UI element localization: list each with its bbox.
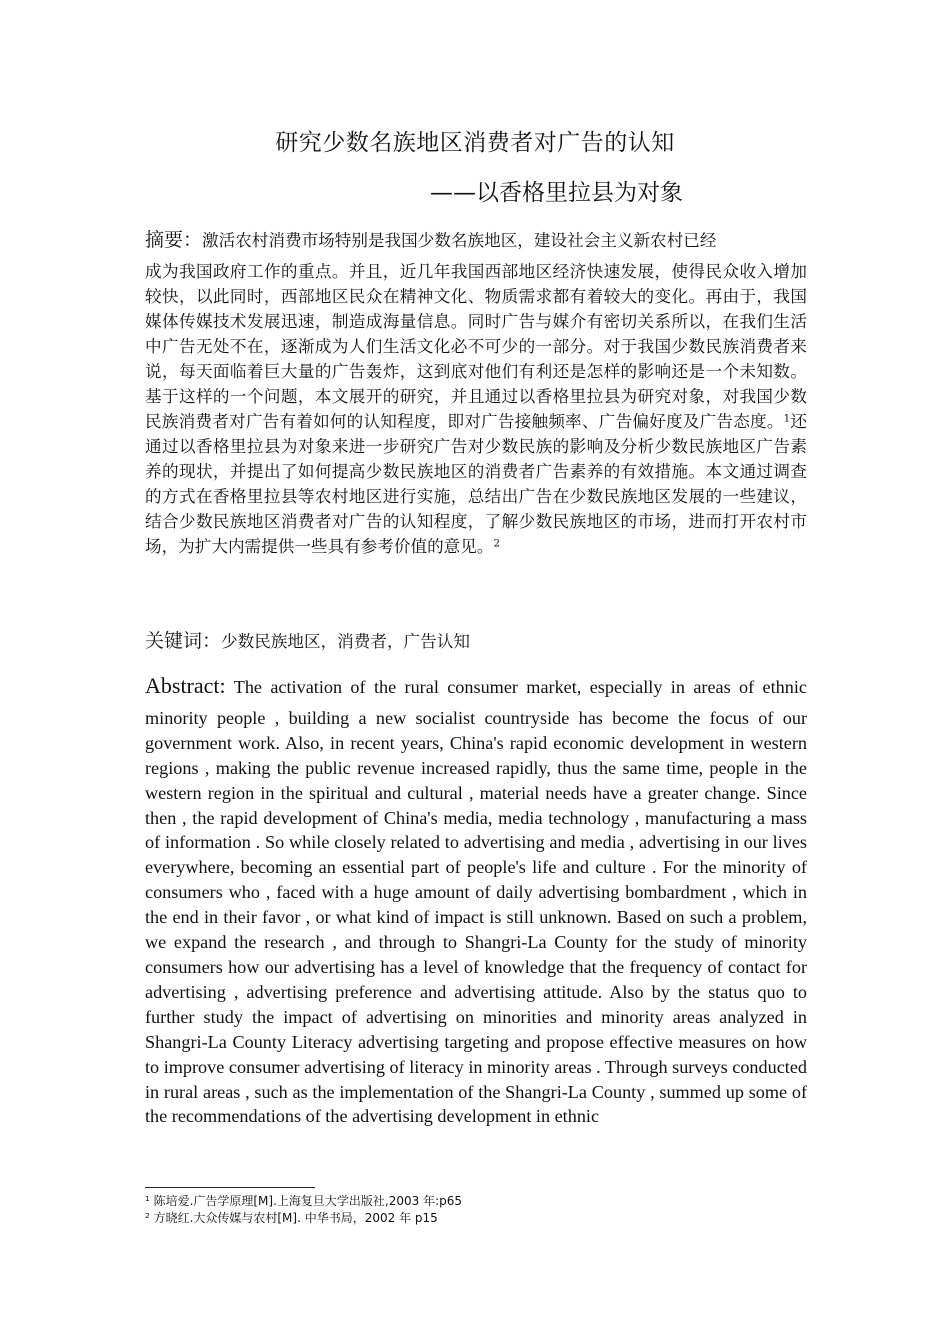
footnote-1	[145, 1193, 807, 1210]
paper-title: 研究少数名族地区消费者对广告的认知	[275, 130, 675, 156]
footnote-1-mark: 1	[145, 1193, 150, 1203]
footnote-separator	[145, 1187, 315, 1188]
footnote-ref-1[interactable]: 1	[783, 412, 791, 425]
keywords-label: 关键词：	[145, 630, 222, 652]
keywords	[145, 626, 807, 653]
footnotes	[145, 1193, 807, 1227]
abstract-chinese-body-2: 还通过以香格里拉县为对象来进一步研究广告对少数民族的影响及分析少数民族地区广告素养的现状，并提出了如何提高少数民族地区的消费者广告素养的有效措施。本文通过调查的方式在香格里拉县等农村地区进行实施，总结出广告在少数民族地区发展的一些建议，结合少数民族地区消费者对广告的认知程度，了解少数民族地区的市场，进而打开农村市场，为扩大内需提供一些具有参考价值的意见。	[145, 412, 808, 556]
abstract-english-body: minority people , building a new socialist countryside has become the focus of our government work. Also, in recent years, China's rapid economic development in western regions , making the public revenue increased rapidly, thus the same time, people in the western region in the spiritual and cultural , material needs have a greater change. Since then , the rapid development of China's media, media technology , manufacturing a mass of information . So while closely related to advertising and media , advertising in our lives everywhere, becoming an essential part of people's life and culture . For the minority of consumers who , faced with a huge amount of daily advertising bombardment , which in the end in their favor , or what kind of impact is still unknown. Based on such a problem, we expand the research , and through to Shangri-La County for the study of minority consumers how our advertising has a level of knowledge that the frequency of contact for advertising , advertising preference and advertising attitude. Also by the status quo to further study the impact of advertising on minorities and minority areas analyzed in Shangri-La County Literacy advertising targeting and propose effective measures on how to improve consumer advertising of literacy in minority areas . Through surveys conducted in rural areas , such as the implementation of the Shangri-La County , summed up some of the recommendations of the advertising development in ethnic	[145, 707, 807, 1127]
abstract-english-first-line	[145, 674, 807, 700]
abstract-chinese-first-line	[145, 228, 807, 253]
abstract-chinese	[145, 228, 807, 559]
keywords-text: 少数民族地区，消费者，广告认知	[221, 632, 470, 651]
abstract-english-label: Abstract:	[145, 673, 226, 698]
abstract-chinese-label: 摘要：	[145, 229, 203, 251]
abstract-chinese-first-text: 激活农村消费市场特别是我国少数名族地区，建设社会主义新农村已经	[202, 231, 717, 250]
footnote-2-text: 方晓红.大众传媒与农村[M]. 中华书局，2002 年 p15	[153, 1211, 438, 1225]
abstract-english-first-text: The activation of the rural consumer market, especially in areas of ethnic	[233, 677, 807, 697]
abstract-chinese-body: 成为我国政府工作的重点。并且，近几年我国西部地区经济快速发展，使得民众收入增加较快，以此同时，西部地区民众在精神文化、物质需求都有着较大的变化。再由于，我国媒体传媒技术发展迅速，制造成海量信息。同时广告与媒介有密切关系所以，在我们生活中广告无处不在，逐渐成为人们生活文化必不可少的一部分。对于我国少数民族消费者来说，每天面临着巨大量的广告轰炸，这到底对他们有利还是怎样的影响还是一个未知数。基于这样的一个问题，本文展开的研究，并且通过以香格里拉县为研究对象，对我国少数民族消费者对广告有着如何的认知程度，即对广告接触频率、广告偏好度及广告态度。	[145, 262, 807, 431]
paper-subtitle: ——以香格里拉县为对象	[430, 180, 683, 206]
footnote-2	[145, 1210, 807, 1227]
footnote-ref-2[interactable]: 2	[493, 537, 501, 550]
footnote-1-text: 陈培爱.广告学原理[M].上海复旦大学出版社,2003 年:p65	[153, 1194, 463, 1208]
abstract-english	[145, 674, 807, 1129]
footnote-2-mark: 2	[145, 1210, 150, 1220]
